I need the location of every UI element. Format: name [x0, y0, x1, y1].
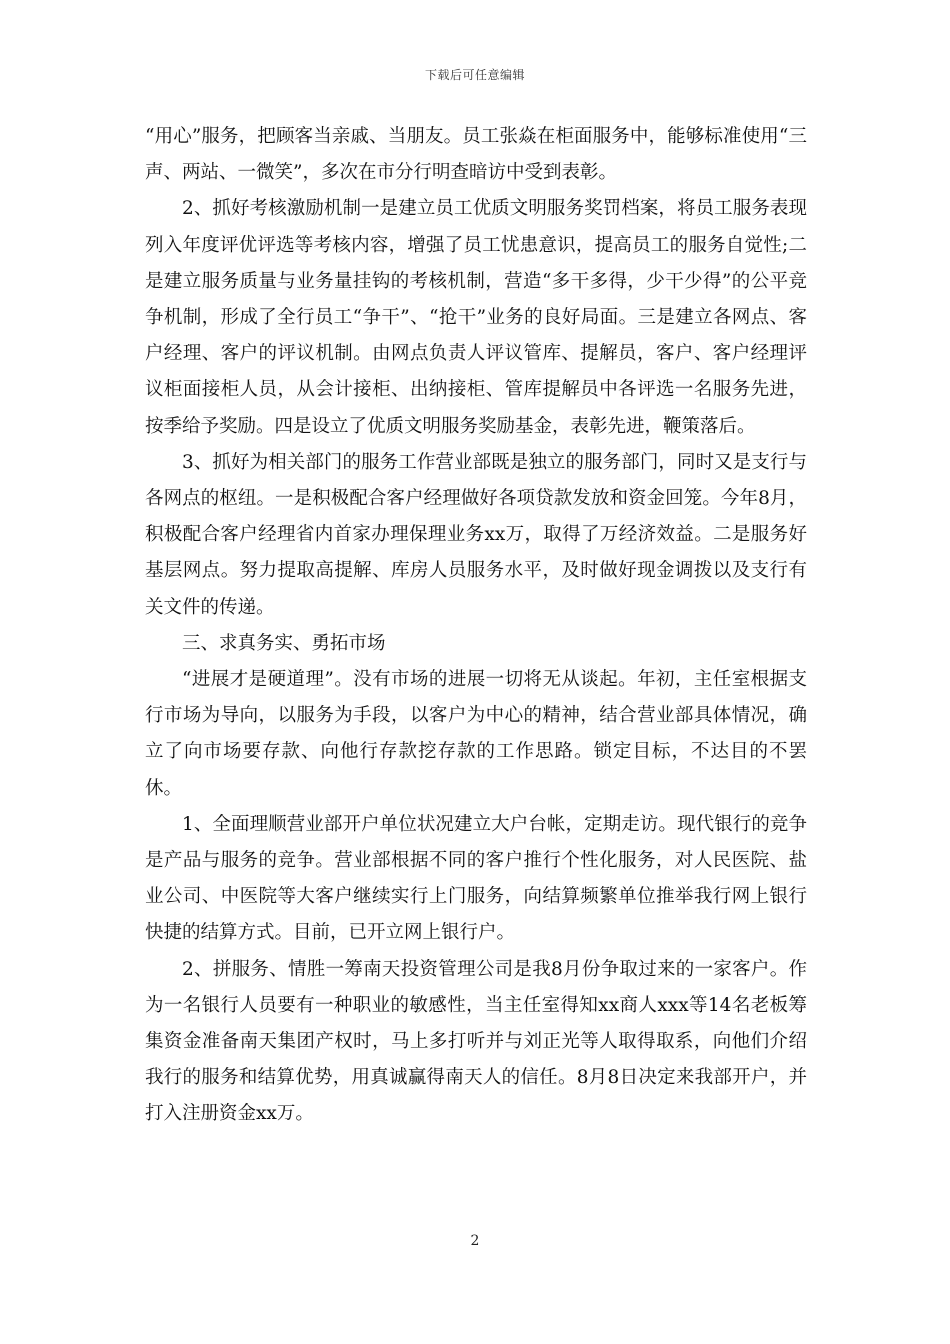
document-body: [145, 119, 807, 1133]
section-heading: 三、求真务实、勇拓市场: [182, 632, 386, 654]
paragraph-2: 2、抓好考核激励机制一是建立员工优质文明服务奖罚档案，将员工服务表现列入年度评优评选等考核内容，增强了员工忧患意识，提高员工的服务自觉性;二是建立服务质量与业务量挂钩的考核机制，营造“多干多得，少干少得”的公平竞争机制，形成了全行员工“争干”、“抢干”业务的良好局面。三是建立各网点、客户经理、客户的评议机制。由网点负责人评议管库、提解员，客户、客户经理评议柜面接柜人员，从会计接柜、出纳接柜、管库提解员中各评选一名服务先进，按季给予奖励。四是设立了优质文明服务奖励基金，表彰先进，鞭策落后。: [145, 198, 807, 437]
page-header: 下载后可任意编辑: [424, 68, 525, 82]
paragraph-6: 2、拼服务、情胜一筹南天投资管理公司是我8月份争取过来的一家客户。作为一名银行人员要有一种职业的敏感性，当主任室得知xx商人xxx等14名老板筹集资金准备南天集团产权时，马上多打听并与刘正光等人取得取系，向他们介绍我行的服务和结算优势，用真诚赢得南天人的信任。8月8日决定来我部开户，并打入注册资金xx万。: [145, 958, 807, 1125]
page-number: 2: [470, 1233, 480, 1249]
paragraph-3: 3、抓好为相关部门的服务工作营业部既是独立的服务部门，同时又是支行与各网点的枢纽。一是积极配合客户经理做好各项贷款发放和资金回笼。今年8月，积极配合客户经理省内首家办理保理业务xx万，取得了万经济效益。二是服务好基层网点。努力提取高提解、库房人员服务水平，及时做好现金调拨以及支行有关文件的传递。: [145, 451, 807, 618]
paragraph-1: “用心”服务，把顾客当亲戚、当朋友。员工张焱在柜面服务中，能够标准使用“三声、两站、一微笑”，多次在市分行明查暗访中受到表彰。: [145, 126, 807, 184]
paragraph-5: 1、全面理顺营业部开户单位状况建立大户台帐，定期走访。现代银行的竞争是产品与服务的竞争。营业部根据不同的客户推行个性化服务，对人民医院、盐业公司、中医院等大客户继续实行上门服务，向结算频繁单位推举我行网上银行快捷的结算方式。目前，已开立网上银行户。: [145, 813, 807, 944]
paragraph-4: “进展才是硬道理”。没有市场的进展一切将无从谈起。年初，主任室根据支行市场为导向，以服务为手段，以客户为中心的精神，结合营业部具体情况，确立了向市场要存款、向他行存款挖存款的工作思路。锁定目标，不达目的不罢休。: [145, 669, 807, 799]
